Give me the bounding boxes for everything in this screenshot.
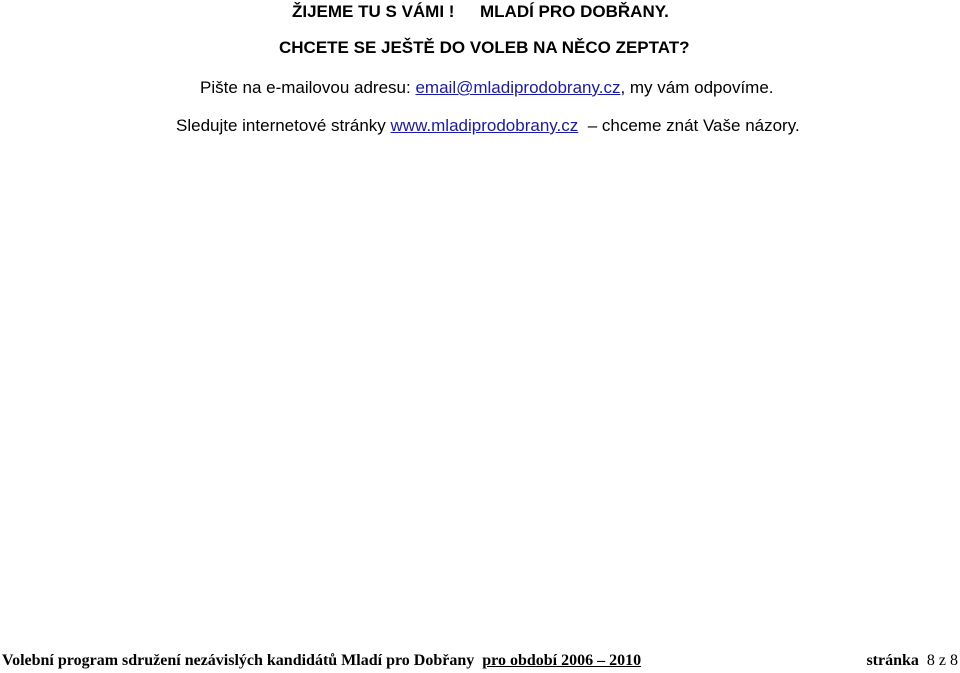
footer-program-period: pro období 2006 – 2010 <box>482 652 642 669</box>
footer-page-label: stránka <box>866 652 919 669</box>
email-link[interactable]: email@mladiprodobrany.cz <box>415 78 621 97</box>
web-line-suffix: – chceme znát Vaše názory. <box>587 116 800 135</box>
heading-organization: MLADÍ PRO DOBŘANY. <box>480 2 669 21</box>
footer-page-numbers: 8 z 8 <box>926 652 958 669</box>
web-line-prefix: Sledujte internetové stránky <box>176 116 386 135</box>
email-line <box>200 78 774 98</box>
footer-program-main: Volební program sdružení nezávislých kandidátů Mladí pro Dobřany <box>2 652 475 669</box>
web-line <box>176 116 800 136</box>
email-line-prefix: Pište na e-mailovou adresu: <box>200 78 411 97</box>
footer-program-title <box>2 652 641 670</box>
page-footer <box>2 652 958 672</box>
footer-page-number <box>866 652 958 670</box>
email-line-suffix: , my vám odpovíme. <box>620 78 774 97</box>
question-heading: CHCETE SE JEŠTĚ DO VOLEB NA NĚCO ZEPTAT? <box>279 38 690 57</box>
website-link[interactable]: www.mladiprodobrany.cz <box>390 116 579 135</box>
heading-slogan: ŽIJEME TU S VÁMI ! <box>292 2 455 21</box>
